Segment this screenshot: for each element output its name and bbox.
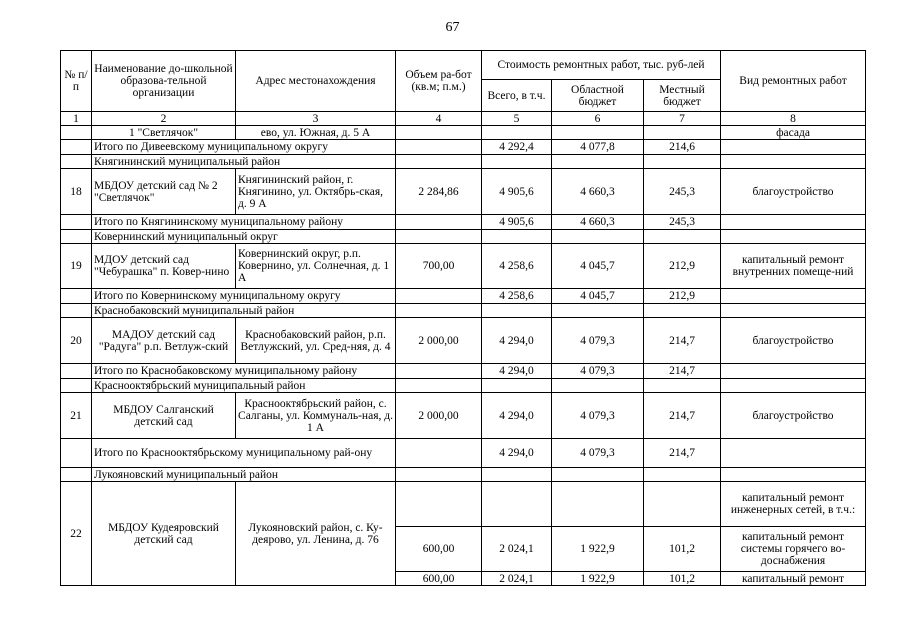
subtotal-total: 4 258,6 bbox=[482, 289, 552, 304]
subtotal-row bbox=[61, 364, 866, 379]
section-title: Краснобаковский муниципальный район bbox=[92, 304, 236, 318]
table-row bbox=[61, 244, 866, 289]
row-number: 18 bbox=[61, 169, 92, 215]
repair-type: благоустройство bbox=[721, 169, 866, 215]
header-num: № п/п bbox=[61, 51, 92, 112]
header-regional: Областной бюджет bbox=[552, 80, 644, 112]
cost-local: 214,7 bbox=[644, 393, 721, 439]
subtotal-regional: 4 660,3 bbox=[552, 215, 644, 230]
work-volume: 2 284,86 bbox=[396, 169, 482, 215]
header-row-1 bbox=[61, 51, 866, 80]
repair-type: капитальный ремонт системы горячего во-доснабжения bbox=[721, 527, 866, 572]
subtotal-total: 4 905,6 bbox=[482, 215, 552, 230]
section-row bbox=[61, 230, 866, 244]
cost-regional: 4 660,3 bbox=[552, 169, 644, 215]
work-volume: 700,00 bbox=[396, 244, 482, 289]
col-number: 8 bbox=[721, 112, 866, 126]
table-row bbox=[61, 393, 866, 439]
org-address: Княгининский район, г. Княгинино, ул. Октябрь-ская, д. 9 А bbox=[236, 169, 396, 215]
section-title: Краснооктябрьский муниципальный район bbox=[92, 379, 236, 393]
col-number: 5 bbox=[482, 112, 552, 126]
section-title: Ковернинский муниципальный округ bbox=[92, 230, 236, 244]
cost-regional: 1 922,9 bbox=[552, 527, 644, 572]
org-address: Ковернинский округ, р.п. Ковернино, ул. Солнечная, д. 1 А bbox=[236, 244, 396, 289]
col-number: 4 bbox=[396, 112, 482, 126]
header-name: Наименование до-школьной образова-тельной организации bbox=[92, 51, 236, 112]
cost-total: 2 024,1 bbox=[482, 572, 552, 586]
subtotal-regional: 4 045,7 bbox=[552, 289, 644, 304]
org-name: МАДОУ детский сад "Радуга" р.п. Ветлуж-ский bbox=[92, 318, 236, 364]
col-number: 3 bbox=[236, 112, 396, 126]
repair-type: благоустройство bbox=[721, 318, 866, 364]
repair-type: благоустройство bbox=[721, 393, 866, 439]
cost-local: 212,9 bbox=[644, 244, 721, 289]
cost-regional: 4 079,3 bbox=[552, 393, 644, 439]
cost-total: 4 294,0 bbox=[482, 318, 552, 364]
cost-total: 2 024,1 bbox=[482, 527, 552, 572]
subtotal-row bbox=[61, 289, 866, 304]
org-name: МДОУ детский сад "Чебурашка" п. Ковер-нино bbox=[92, 244, 236, 289]
header-cost-group: Стоимость ремонтных работ, тыс. руб-лей bbox=[482, 51, 721, 80]
work-volume: 600,00 bbox=[396, 572, 482, 586]
section-row bbox=[61, 155, 866, 169]
col-number: 7 bbox=[644, 112, 721, 126]
col-number: 2 bbox=[92, 112, 236, 126]
org-name: 1 "Светлячок" bbox=[92, 126, 236, 140]
section-title: Княгининский муниципальный район bbox=[92, 155, 236, 169]
cost-total: 4 905,6 bbox=[482, 169, 552, 215]
subtotal-label: Итого по Краснобаковскому муниципальному району bbox=[92, 364, 396, 379]
subtotal-regional: 4 077,8 bbox=[552, 140, 644, 155]
org-name: МБДОУ Салганский детский сад bbox=[92, 393, 236, 439]
subtotal-local: 214,6 bbox=[644, 140, 721, 155]
table-row bbox=[61, 482, 866, 527]
table-row bbox=[61, 318, 866, 364]
repair-type: капитальный ремонт инженерных сетей, в т.ч.: bbox=[721, 482, 866, 527]
subtotal-total: 4 294,0 bbox=[482, 364, 552, 379]
header-address: Адрес местонахождения bbox=[236, 51, 396, 112]
subtotal-label: Итого по Дивеевскому муниципальному округу bbox=[92, 140, 396, 155]
subtotal-total: 4 292,4 bbox=[482, 140, 552, 155]
header-volume: Объем ра-бот (кв.м; п.м.) bbox=[396, 51, 482, 112]
org-address: Лукояновский район, с. Ку-деярово, ул. Ленина, д. 76 bbox=[236, 482, 396, 586]
cost-total: 4 294,0 bbox=[482, 393, 552, 439]
subtotal-total: 4 294,0 bbox=[482, 439, 552, 468]
subtotal-row bbox=[61, 140, 866, 155]
page-number: 67 bbox=[445, 20, 460, 35]
col-number: 6 bbox=[552, 112, 644, 126]
subtotal-row bbox=[61, 215, 866, 230]
subtotal-label: Итого по Княгининскому муниципальному району bbox=[92, 215, 396, 230]
section-row bbox=[61, 468, 866, 482]
cost-local: 101,2 bbox=[644, 527, 721, 572]
column-number-row bbox=[61, 112, 866, 126]
subtotal-regional: 4 079,3 bbox=[552, 364, 644, 379]
col-number: 1 bbox=[61, 112, 92, 126]
subtotal-local: 212,9 bbox=[644, 289, 721, 304]
subtotal-local: 214,7 bbox=[644, 439, 721, 468]
cost-regional: 4 079,3 bbox=[552, 318, 644, 364]
cost-local: 245,3 bbox=[644, 169, 721, 215]
org-name: МБДОУ детский сад № 2 "Светлячок" bbox=[92, 169, 236, 215]
org-address: Краснобаковский район, р.п. Ветлужский, ул. Сред-няя, д. 4 bbox=[236, 318, 396, 364]
cost-total: 4 258,6 bbox=[482, 244, 552, 289]
header-total: Всего, в т.ч. bbox=[482, 80, 552, 112]
subtotal-label: Итого по Краснооктябрьскому муниципальному рай-ону bbox=[92, 439, 396, 468]
repair-type: капитальный ремонт bbox=[721, 572, 866, 586]
table-row bbox=[61, 126, 866, 140]
org-name: МБДОУ Кудеяровский детский сад bbox=[92, 482, 236, 586]
subtotal-row bbox=[61, 439, 866, 468]
section-row bbox=[61, 304, 866, 318]
subtotal-regional: 4 079,3 bbox=[552, 439, 644, 468]
subtotal-label: Итого по Ковернинскому муниципальному округу bbox=[92, 289, 396, 304]
row-number: 20 bbox=[61, 318, 92, 364]
cost-local: 214,7 bbox=[644, 318, 721, 364]
repair-works-table bbox=[60, 50, 866, 586]
subtotal-local: 214,7 bbox=[644, 364, 721, 379]
header-type: Вид ремонтных работ bbox=[721, 51, 866, 112]
work-volume: 600,00 bbox=[396, 527, 482, 572]
work-volume: 2 000,00 bbox=[396, 393, 482, 439]
org-address: Краснооктябрьский район, с. Салганы, ул. Коммуналь-ная, д. 1 А bbox=[236, 393, 396, 439]
row-number: 21 bbox=[61, 393, 92, 439]
section-row bbox=[61, 379, 866, 393]
cost-regional: 4 045,7 bbox=[552, 244, 644, 289]
table-row bbox=[61, 169, 866, 215]
row-number: 19 bbox=[61, 244, 92, 289]
repair-type: капитальный ремонт внутренних помеще-ний bbox=[721, 244, 866, 289]
cost-regional: 1 922,9 bbox=[552, 572, 644, 586]
org-address: ево, ул. Южная, д. 5 А bbox=[236, 126, 396, 140]
subtotal-local: 245,3 bbox=[644, 215, 721, 230]
repair-type: фасада bbox=[721, 126, 866, 140]
work-volume: 2 000,00 bbox=[396, 318, 482, 364]
section-title: Лукояновский муниципальный район bbox=[92, 468, 236, 482]
row-number: 22 bbox=[61, 482, 92, 586]
cost-local: 101,2 bbox=[644, 572, 721, 586]
header-local: Местный бюджет bbox=[644, 80, 721, 112]
